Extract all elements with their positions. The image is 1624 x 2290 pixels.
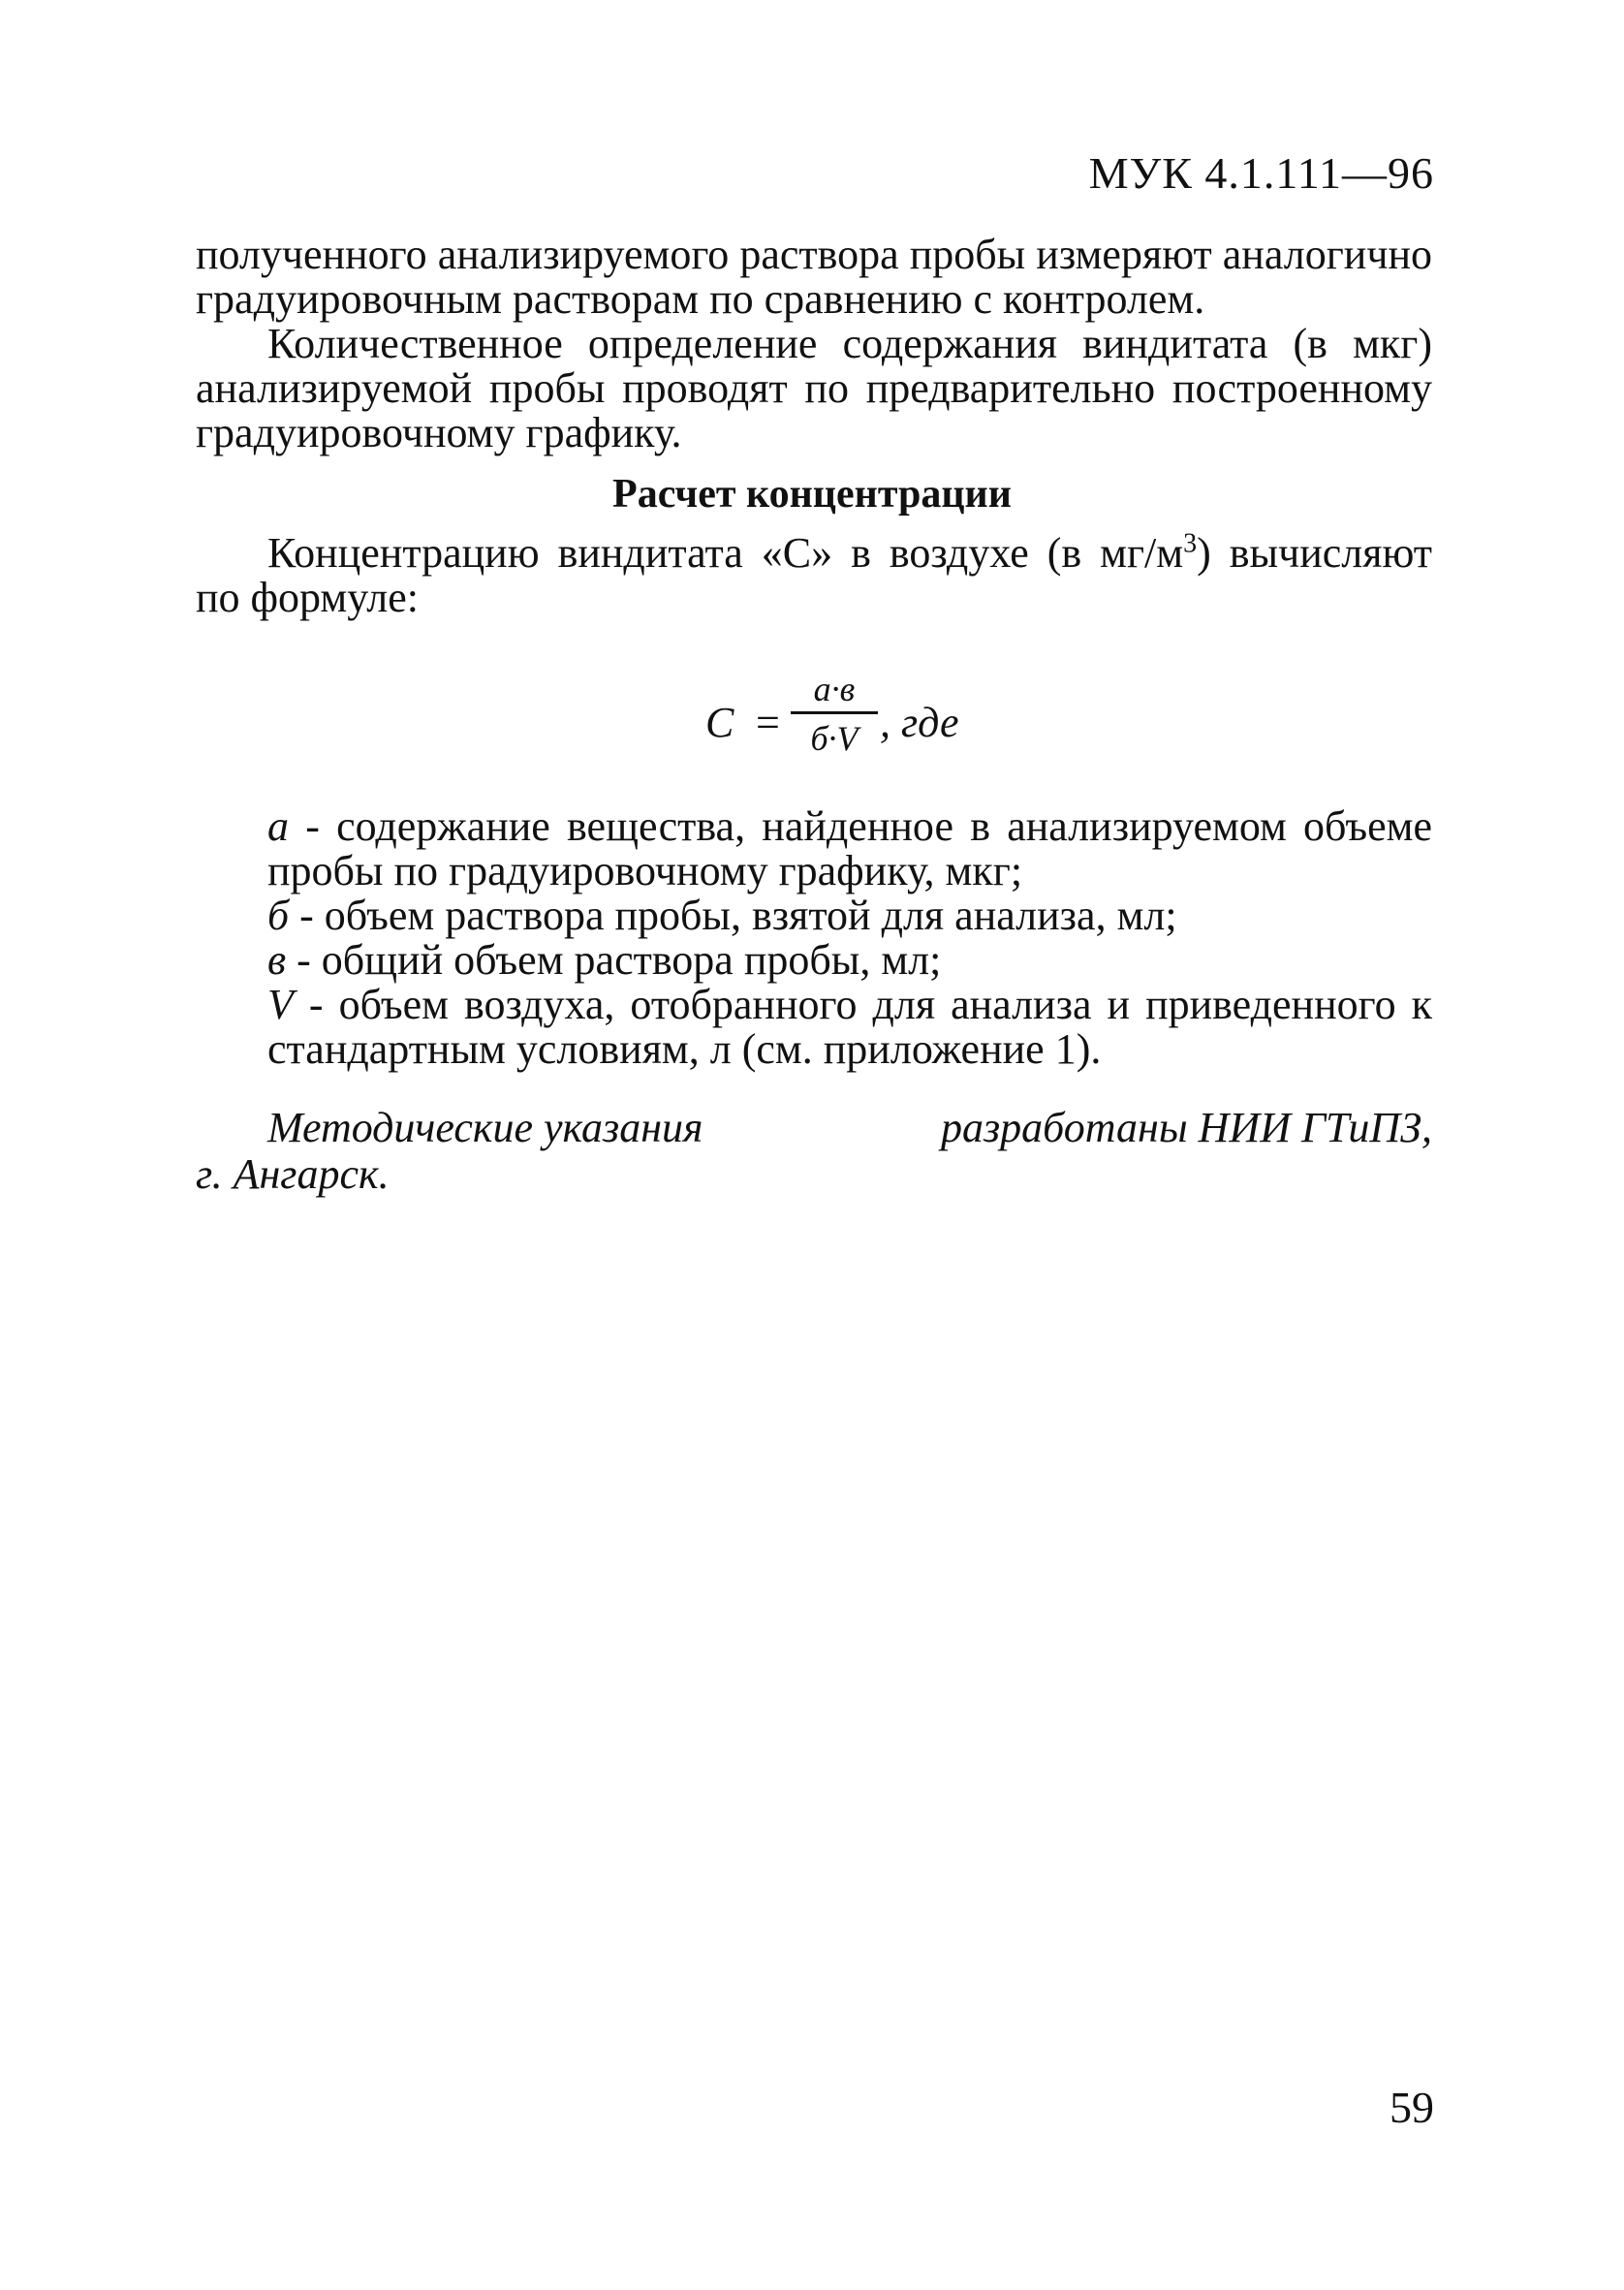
developer-note-part2: разработаны НИИ ГТиПЗ, (941, 1104, 1432, 1151)
paragraph-measurement: полученного анализируемого раствора пробы измеряют аналогично градуировочным растворам по сравнению с контролем. (196, 231, 1432, 323)
definition-text: - общий объем раствора пробы, мл; (286, 936, 942, 984)
definition-a (196, 804, 1432, 894)
paragraph-quantitative: Количественное определение содержания виндитата (в мкг) анализируемой пробы проводят по предварительно построенному градуировочному графику. (196, 320, 1432, 456)
definition-var: а (267, 802, 289, 850)
intro-text-start: Концентрацию виндитата «С» в воздухе (в мг/м (267, 529, 1184, 577)
developer-note (196, 1105, 1432, 1198)
developer-note-line2: г. Ангарск. (196, 1150, 390, 1198)
definition-volume (196, 983, 1432, 1072)
definition-var: в (267, 936, 287, 984)
definition-text: - содержание вещества, найденное в анализируемом объеме пробы по градуировочному графику, мкг; (267, 802, 1432, 894)
formula-tail: , где (880, 699, 959, 746)
definition-text: - объем воздуха, отобранного для анализа и приведенного к стандартным условиям, л (см. приложение 1). (267, 981, 1432, 1073)
definition-v (196, 938, 1432, 983)
document-code: МУК 4.1.111—96 (1088, 148, 1434, 198)
definition-var: V (267, 981, 294, 1028)
developer-note-line1 (196, 1105, 1432, 1151)
definition-var: б (267, 892, 290, 939)
formula-equals: = (756, 699, 780, 746)
variable-definitions (196, 804, 1432, 1072)
formula-lhs: C (705, 699, 734, 746)
formula-denominator: б·V (810, 719, 859, 758)
definition-text: - объем раствора пробы, взятой для анализа, мл; (289, 892, 1177, 939)
intro-superscript: 3 (1183, 528, 1198, 559)
developer-note-part1: Методические указания (267, 1104, 703, 1151)
formula-numerator: a·в (813, 670, 856, 708)
fraction-bar (791, 711, 878, 714)
section-title: Расчет концентрации (612, 472, 1012, 517)
page-number: 59 (1390, 2083, 1434, 2132)
intro-text-end: ) вычисляют по формуле: (196, 529, 1432, 621)
paragraph-formula-intro (196, 528, 1432, 621)
definition-b (196, 894, 1432, 938)
concentration-formula (705, 669, 996, 775)
formula-fraction (791, 669, 878, 759)
